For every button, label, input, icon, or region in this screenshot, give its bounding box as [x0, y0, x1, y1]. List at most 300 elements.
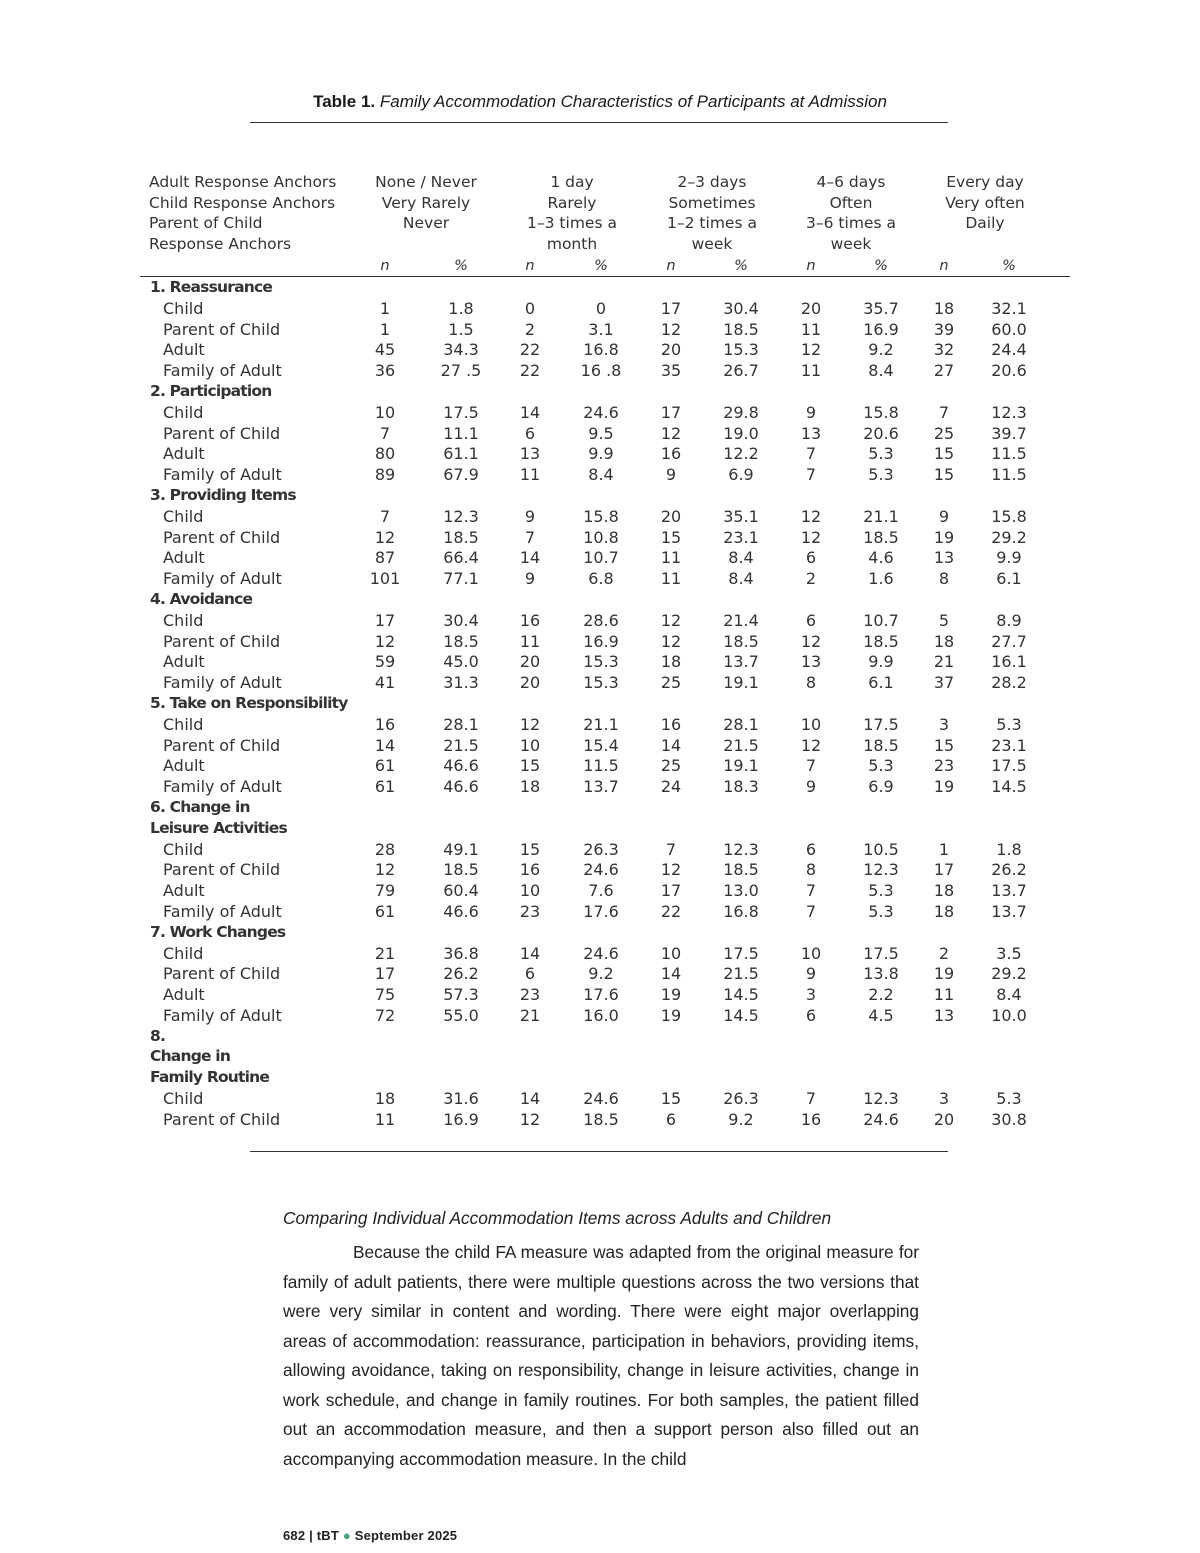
- cell-n: 7: [379, 423, 391, 443]
- cell-n: 61: [374, 777, 396, 797]
- cell-percent: 12.3: [863, 1089, 899, 1109]
- cell-n: 87: [374, 548, 396, 568]
- cell-percent: 5.3: [996, 714, 1022, 734]
- table-body: [140, 277, 1070, 1130]
- cell-n: 12: [800, 631, 822, 651]
- table-row: [140, 1088, 1070, 1109]
- cell-n: 8: [938, 569, 950, 589]
- cell-n: 6: [805, 839, 817, 859]
- column-header-line: 1 day: [550, 173, 594, 191]
- category-label: 1. Reassurance: [150, 278, 273, 296]
- cell-n: 19: [933, 527, 955, 547]
- cell-n: 3: [938, 714, 950, 734]
- row-label: Parent of Child: [163, 735, 281, 755]
- cell-percent: 24.6: [863, 1109, 899, 1129]
- cell-percent: 29.8: [723, 402, 759, 422]
- row-label: Child: [163, 298, 204, 318]
- cell-n: 12: [660, 860, 682, 880]
- row-label: Parent of Child: [163, 1109, 281, 1129]
- category-label: 8.: [150, 1026, 166, 1045]
- cell-n: 18: [374, 1089, 396, 1109]
- category-label: 6. Change in: [150, 797, 250, 816]
- cell-n: 28: [374, 839, 396, 859]
- cell-percent: 5.3: [868, 881, 894, 901]
- column-header-daily: [925, 172, 1045, 234]
- cell-percent: 6.9: [728, 465, 754, 485]
- cell-n: 10: [660, 943, 682, 963]
- cell-percent: 39.7: [991, 423, 1027, 443]
- cell-percent: 46.6: [443, 901, 479, 921]
- cell-percent: 8.4: [996, 985, 1022, 1005]
- cell-percent: 13.7: [583, 777, 619, 797]
- pct-label: %: [1002, 258, 1016, 274]
- cell-percent: 16.8: [723, 901, 759, 921]
- cell-percent: 19.1: [723, 673, 759, 693]
- cell-percent: 27 .5: [440, 361, 482, 381]
- cell-percent: 5.3: [868, 756, 894, 776]
- cell-n: 15: [933, 465, 955, 485]
- table-title: Family Accommodation Characteristics of Participants at Admission: [379, 92, 887, 111]
- pct-label: %: [594, 258, 608, 274]
- cell-n: 23: [933, 756, 955, 776]
- cell-n: 101: [369, 569, 401, 589]
- cell-percent: 4.5: [868, 1005, 894, 1025]
- table-caption: [250, 92, 950, 112]
- cell-percent: 24.6: [583, 402, 619, 422]
- cell-n: 12: [519, 714, 541, 734]
- column-header-line: None / Never: [375, 173, 477, 191]
- cell-n: 7: [805, 444, 817, 464]
- category-row: [140, 922, 1070, 943]
- table-top-rule: [250, 122, 948, 123]
- cell-n: 3: [805, 985, 817, 1005]
- cell-percent: 18.3: [723, 777, 759, 797]
- cell-percent: 19.1: [723, 756, 759, 776]
- cell-n: 21: [374, 943, 396, 963]
- table-row: [140, 319, 1070, 340]
- column-header-line: 3–6 times a: [806, 214, 896, 232]
- cell-percent: 10.7: [863, 610, 899, 630]
- cell-n: 18: [660, 652, 682, 672]
- cell-percent: 5.3: [868, 444, 894, 464]
- cell-n: 35: [660, 361, 682, 381]
- category-label: 4. Avoidance: [150, 589, 253, 608]
- row-label: Child: [163, 610, 204, 630]
- cell-percent: 11.5: [991, 444, 1027, 464]
- cell-n: 80: [374, 444, 396, 464]
- row-label: Adult: [163, 548, 205, 568]
- row-label: Adult: [163, 444, 205, 464]
- cell-percent: 30.4: [443, 610, 479, 630]
- column-header-line: 1–2 times a: [667, 214, 757, 232]
- cell-n: 15: [933, 444, 955, 464]
- cell-n: 18: [933, 298, 955, 318]
- cell-n: 17: [660, 881, 682, 901]
- cell-percent: 28.1: [443, 714, 479, 734]
- cell-percent: 8.4: [728, 569, 754, 589]
- cell-n: 20: [800, 298, 822, 318]
- cell-n: 8: [805, 860, 817, 880]
- cell-percent: 6.1: [868, 673, 894, 693]
- category-label: 3. Providing Items: [150, 485, 296, 504]
- cell-percent: 1.8: [448, 298, 474, 318]
- cell-percent: 18.5: [443, 860, 479, 880]
- cell-n: 16: [519, 610, 541, 630]
- table-row: [140, 527, 1070, 548]
- anchor-labels: [149, 172, 336, 254]
- category-row: [140, 818, 1070, 839]
- cell-percent: 26.3: [583, 839, 619, 859]
- cell-n: 10: [800, 714, 822, 734]
- cell-n: 20: [933, 1109, 955, 1129]
- accommodation-table: [140, 172, 1070, 1130]
- cell-n: 1: [379, 298, 391, 318]
- n-label: n: [525, 258, 535, 274]
- column-header-rarely: [512, 172, 632, 254]
- cell-n: 19: [660, 985, 682, 1005]
- cell-n: 15: [519, 756, 541, 776]
- column-header-line: Rarely: [547, 193, 597, 212]
- category-label: Leisure Activities: [150, 818, 287, 837]
- cell-percent: 66.4: [443, 548, 479, 568]
- cell-n: 14: [374, 735, 396, 755]
- table-row: [140, 651, 1070, 672]
- table-row: [140, 506, 1070, 527]
- category-row: [140, 589, 1070, 610]
- anchor-label: Response Anchors: [149, 234, 292, 253]
- category-label: Family Routine: [150, 1068, 270, 1087]
- cell-percent: 8.9: [996, 610, 1022, 630]
- cell-n: 20: [660, 506, 682, 526]
- row-label: Adult: [163, 881, 205, 901]
- cell-n: 61: [374, 901, 396, 921]
- cell-n: 11: [800, 361, 822, 381]
- column-header-line: week: [691, 234, 733, 253]
- cell-n: 6: [805, 1005, 817, 1025]
- cell-percent: 17.5: [863, 714, 899, 734]
- table-row: [140, 402, 1070, 423]
- cell-percent: 4.6: [868, 548, 894, 568]
- row-label: Adult: [163, 340, 205, 360]
- cell-n: 10: [519, 735, 541, 755]
- cell-percent: 9.9: [868, 652, 894, 672]
- column-header-line: Very often: [945, 193, 1025, 212]
- column-header-line: month: [546, 234, 598, 253]
- table-row: [140, 547, 1070, 568]
- cell-n: 16: [519, 860, 541, 880]
- cell-percent: 18.5: [723, 319, 759, 339]
- cell-n: 61: [374, 756, 396, 776]
- column-header-line: 2–3 days: [677, 173, 747, 191]
- cell-n: 17: [660, 298, 682, 318]
- cell-n: 11: [519, 465, 541, 485]
- row-label: Parent of Child: [163, 319, 281, 339]
- cell-n: 6: [805, 548, 817, 568]
- cell-percent: 31.6: [443, 1089, 479, 1109]
- anchor-label: Adult Response Anchors: [149, 173, 337, 191]
- cell-percent: 17.6: [583, 901, 619, 921]
- cell-percent: 3.1: [588, 319, 614, 339]
- cell-n: 36: [374, 361, 396, 381]
- cell-percent: 28.2: [991, 673, 1027, 693]
- cell-n: 12: [374, 631, 396, 651]
- cell-percent: 8.4: [868, 361, 894, 381]
- pct-label: %: [874, 258, 888, 274]
- cell-percent: 10.0: [991, 1005, 1027, 1025]
- cell-n: 7: [524, 527, 536, 547]
- cell-n: 7: [805, 901, 817, 921]
- table-row: [140, 1109, 1070, 1130]
- table-row: [140, 943, 1070, 964]
- cell-percent: 24.4: [991, 340, 1027, 360]
- cell-percent: 10.7: [583, 548, 619, 568]
- cell-n: 18: [519, 777, 541, 797]
- cell-percent: 14.5: [723, 1005, 759, 1025]
- column-header-line: Daily: [965, 214, 1005, 232]
- anchor-label: Child Response Anchors: [149, 193, 336, 212]
- cell-percent: 12.3: [863, 860, 899, 880]
- cell-percent: 17.5: [443, 402, 479, 422]
- row-label: Family of Adult: [163, 465, 282, 485]
- pct-label: %: [734, 258, 748, 274]
- cell-percent: 46.6: [443, 777, 479, 797]
- cell-percent: 11.5: [583, 756, 619, 776]
- row-label: Family of Adult: [163, 569, 282, 589]
- cell-n: 79: [374, 881, 396, 901]
- cell-n: 6: [524, 423, 536, 443]
- cell-n: 12: [660, 319, 682, 339]
- cell-n: 17: [660, 402, 682, 422]
- paragraph-text: Because the child FA measure was adapted from the original measure for family of adult patients, there were multiple questions across the two versions that were very similar in content and wording. There were eight major overlapping areas of accommodation: reassurance, participation in behaviors, providing items, allowing avoidance, taking on responsibility, change in leisure activities, change in work schedule, and change in family routines. For both samples, the patient filled out an accommodation measure, and then a support person also filled out an accompanying accommodation measure. In the child: [283, 1242, 919, 1469]
- cell-n: 7: [805, 465, 817, 485]
- cell-percent: 16.8: [583, 340, 619, 360]
- cell-percent: 23.1: [991, 735, 1027, 755]
- table-row: [140, 339, 1070, 360]
- table-row: [140, 631, 1070, 652]
- n-label: n: [666, 258, 676, 274]
- cell-percent: 32.1: [991, 298, 1027, 318]
- column-header-line: 4–6 days: [816, 173, 886, 191]
- table-row: [140, 735, 1070, 756]
- row-label: Child: [163, 943, 204, 963]
- cell-n: 25: [660, 756, 682, 776]
- table-row: [140, 1005, 1070, 1026]
- column-header-line: Never: [402, 214, 450, 232]
- cell-n: 12: [800, 735, 822, 755]
- cell-percent: 15.8: [991, 506, 1027, 526]
- pct-label: %: [454, 258, 468, 274]
- cell-percent: 24.6: [583, 943, 619, 963]
- cell-percent: 5.3: [868, 901, 894, 921]
- cell-n: 15: [933, 735, 955, 755]
- cell-n: 14: [519, 943, 541, 963]
- cell-percent: 21.5: [723, 735, 759, 755]
- cell-n: 9: [938, 506, 950, 526]
- cell-n: 3: [938, 1089, 950, 1109]
- row-label: Parent of Child: [163, 964, 281, 984]
- cell-n: 15: [660, 527, 682, 547]
- cell-n: 9: [524, 506, 536, 526]
- table-row: [140, 901, 1070, 922]
- cell-percent: 34.3: [443, 340, 479, 360]
- cell-n: 17: [374, 610, 396, 630]
- cell-percent: 46.6: [443, 756, 479, 776]
- table-subheader: [140, 256, 1070, 277]
- cell-percent: 67.9: [443, 465, 479, 485]
- cell-percent: 26.2: [991, 860, 1027, 880]
- cell-n: 17: [374, 964, 396, 984]
- row-label: Child: [163, 1089, 204, 1109]
- cell-percent: 35.1: [723, 506, 759, 526]
- cell-percent: 57.3: [443, 985, 479, 1005]
- row-label: Child: [163, 506, 204, 526]
- table-row: [140, 610, 1070, 631]
- column-header-line: Sometimes: [668, 193, 756, 212]
- category-row: [140, 797, 1070, 818]
- cell-percent: 60.0: [991, 319, 1027, 339]
- category-row: [140, 1046, 1070, 1067]
- cell-n: 25: [660, 673, 682, 693]
- table-row: [140, 714, 1070, 735]
- cell-percent: 26.7: [723, 361, 759, 381]
- cell-percent: 19.0: [723, 423, 759, 443]
- cell-percent: 18.5: [863, 735, 899, 755]
- cell-n: 27: [933, 361, 955, 381]
- category-label: Change in: [150, 1047, 231, 1066]
- cell-percent: 5.3: [996, 1089, 1022, 1109]
- cell-percent: 17.5: [723, 943, 759, 963]
- category-row: [140, 381, 1070, 402]
- category-label: 2. Participation: [150, 381, 272, 400]
- cell-n: 6: [524, 964, 536, 984]
- category-label: 5. Take on Responsibility: [150, 693, 348, 712]
- section-subheading: Comparing Individual Accommodation Items across Adults and Children: [283, 1208, 832, 1228]
- cell-n: 12: [660, 631, 682, 651]
- cell-percent: 13.7: [991, 881, 1027, 901]
- cell-percent: 10.8: [583, 527, 619, 547]
- cell-n: 9: [524, 569, 536, 589]
- cell-percent: 13.7: [723, 652, 759, 672]
- cell-percent: 11.1: [443, 423, 479, 443]
- cell-n: 19: [933, 964, 955, 984]
- table-row: [140, 839, 1070, 860]
- row-label: Child: [163, 402, 204, 422]
- cell-percent: 14.5: [723, 985, 759, 1005]
- cell-percent: 20.6: [991, 361, 1027, 381]
- cell-n: 18: [933, 901, 955, 921]
- cell-percent: 2.2: [868, 985, 894, 1005]
- cell-percent: 18.5: [443, 527, 479, 547]
- cell-percent: 9.9: [588, 444, 614, 464]
- table-row: [140, 755, 1070, 776]
- cell-percent: 17.5: [991, 756, 1027, 776]
- cell-n: 72: [374, 1005, 396, 1025]
- cell-n: 9: [665, 465, 677, 485]
- row-label: Parent of Child: [163, 631, 281, 651]
- cell-n: 6: [805, 610, 817, 630]
- column-header-line: Very Rarely: [381, 193, 471, 212]
- cell-n: 23: [519, 985, 541, 1005]
- cell-n: 7: [805, 881, 817, 901]
- cell-n: 14: [660, 735, 682, 755]
- cell-percent: 35.7: [863, 298, 899, 318]
- cell-n: 7: [805, 756, 817, 776]
- cell-percent: 11.5: [991, 465, 1027, 485]
- cell-n: 12: [374, 527, 396, 547]
- cell-n: 2: [805, 569, 817, 589]
- cell-percent: 8.4: [588, 465, 614, 485]
- cell-n: 11: [519, 631, 541, 651]
- cell-percent: 28.6: [583, 610, 619, 630]
- row-label: Adult: [163, 985, 205, 1005]
- cell-percent: 55.0: [443, 1005, 479, 1025]
- cell-percent: 16 .8: [580, 361, 622, 381]
- table-row: [140, 859, 1070, 880]
- cell-n: 21: [519, 1005, 541, 1025]
- cell-percent: 29.2: [991, 964, 1027, 984]
- cell-percent: 61.1: [443, 444, 479, 464]
- cell-n: 12: [660, 423, 682, 443]
- cell-percent: 15.8: [583, 506, 619, 526]
- cell-percent: 15.3: [583, 673, 619, 693]
- cell-n: 20: [519, 673, 541, 693]
- cell-n: 16: [374, 714, 396, 734]
- cell-percent: 26.3: [723, 1089, 759, 1109]
- table-bottom-rule: [250, 1151, 948, 1152]
- footer-separator: |: [309, 1528, 313, 1543]
- cell-percent: 18.5: [723, 860, 759, 880]
- cell-n: 20: [660, 340, 682, 360]
- cell-n: 0: [524, 298, 536, 318]
- column-header-line: week: [830, 234, 872, 253]
- cell-percent: 24.6: [583, 1089, 619, 1109]
- cell-percent: 9.2: [588, 964, 614, 984]
- cell-n: 22: [519, 340, 541, 360]
- row-label: Family of Adult: [163, 673, 282, 693]
- cell-percent: 21.5: [443, 735, 479, 755]
- category-row: [140, 277, 1070, 298]
- column-header-line: Every day: [946, 173, 1024, 191]
- cell-n: 75: [374, 985, 396, 1005]
- cell-percent: 45.0: [443, 652, 479, 672]
- column-header-sometimes: [652, 172, 772, 254]
- cell-percent: 21.1: [583, 714, 619, 734]
- cell-percent: 15.3: [723, 340, 759, 360]
- cell-percent: 1.5: [448, 319, 474, 339]
- cell-percent: 1.8: [996, 839, 1022, 859]
- cell-n: 24: [660, 777, 682, 797]
- cell-percent: 6.1: [996, 569, 1022, 589]
- column-header-line: Often: [829, 193, 873, 212]
- cell-n: 5: [938, 610, 950, 630]
- cell-percent: 6.9: [868, 777, 894, 797]
- cell-n: 10: [519, 881, 541, 901]
- cell-n: 39: [933, 319, 955, 339]
- cell-n: 59: [374, 652, 396, 672]
- cell-n: 14: [519, 548, 541, 568]
- cell-n: 12: [519, 1109, 541, 1129]
- cell-n: 12: [660, 610, 682, 630]
- cell-n: 22: [660, 901, 682, 921]
- category-row: [140, 1026, 1070, 1047]
- cell-n: 7: [805, 1089, 817, 1109]
- cell-n: 11: [933, 985, 955, 1005]
- cell-n: 20: [519, 652, 541, 672]
- cell-percent: 30.4: [723, 298, 759, 318]
- cell-percent: 16.1: [991, 652, 1027, 672]
- cell-percent: 23.1: [723, 527, 759, 547]
- cell-percent: 16.9: [863, 319, 899, 339]
